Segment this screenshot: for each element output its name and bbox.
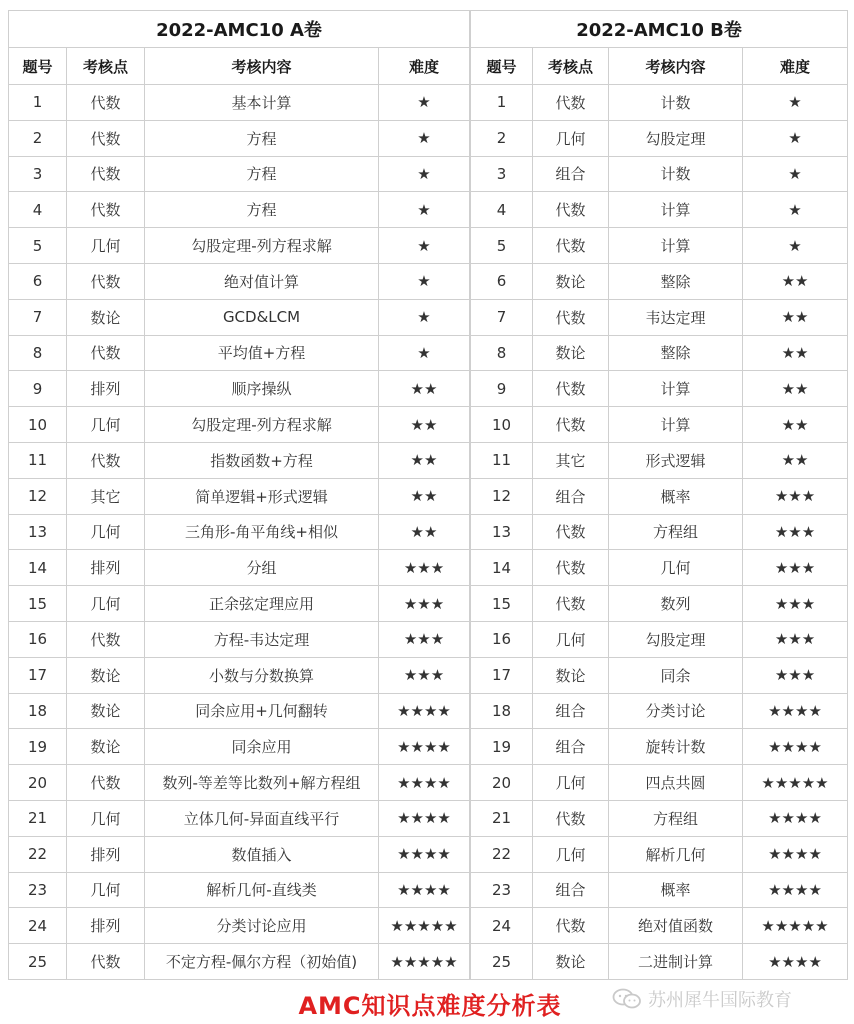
cell-content: 计算 bbox=[609, 228, 743, 264]
cell-number: 2 bbox=[471, 120, 533, 156]
table-row bbox=[9, 263, 470, 299]
cell-difficulty: ★★★★★ bbox=[379, 908, 470, 944]
cell-difficulty: ★ bbox=[743, 228, 848, 264]
cell-number: 1 bbox=[9, 85, 67, 121]
cell-content: 同余应用 bbox=[145, 729, 379, 765]
cell-content: 方程组 bbox=[609, 514, 743, 550]
cell-content: 绝对值函数 bbox=[609, 908, 743, 944]
cell-number: 8 bbox=[9, 335, 67, 371]
cell-number: 22 bbox=[471, 836, 533, 872]
table-row bbox=[471, 156, 848, 192]
cell-topic: 代数 bbox=[533, 586, 609, 622]
cell-content: 计算 bbox=[609, 371, 743, 407]
table-row bbox=[9, 514, 470, 550]
cell-difficulty: ★★ bbox=[379, 371, 470, 407]
table-row bbox=[9, 800, 470, 836]
cell-topic: 代数 bbox=[67, 263, 145, 299]
table-row bbox=[471, 908, 848, 944]
cell-content: 解析几何 bbox=[609, 836, 743, 872]
header-content: 考核内容 bbox=[609, 48, 743, 85]
cell-content: 同余应用+几何翻转 bbox=[145, 693, 379, 729]
cell-difficulty: ★★ bbox=[379, 514, 470, 550]
cell-difficulty: ★★ bbox=[743, 335, 848, 371]
cell-topic: 排列 bbox=[67, 371, 145, 407]
table-b-body bbox=[471, 85, 848, 980]
cell-difficulty: ★ bbox=[379, 263, 470, 299]
table-row bbox=[471, 836, 848, 872]
cell-difficulty: ★★★★★ bbox=[743, 908, 848, 944]
table-row bbox=[9, 192, 470, 228]
cell-topic: 组合 bbox=[533, 693, 609, 729]
cell-topic: 几何 bbox=[67, 228, 145, 264]
cell-topic: 组合 bbox=[533, 478, 609, 514]
cell-content: 指数函数+方程 bbox=[145, 442, 379, 478]
cell-difficulty: ★★★ bbox=[743, 514, 848, 550]
cell-content: 小数与分数换算 bbox=[145, 657, 379, 693]
cell-number: 13 bbox=[471, 514, 533, 550]
cell-topic: 组合 bbox=[533, 156, 609, 192]
table-row bbox=[9, 836, 470, 872]
cell-topic: 代数 bbox=[533, 407, 609, 443]
table-row bbox=[471, 872, 848, 908]
cell-content: 数列 bbox=[609, 586, 743, 622]
cell-content: 方程 bbox=[145, 156, 379, 192]
cell-content: 勾股定理-列方程求解 bbox=[145, 407, 379, 443]
cell-content: 分类讨论 bbox=[609, 693, 743, 729]
cell-content: 数列-等差等比数列+解方程组 bbox=[145, 765, 379, 801]
cell-difficulty: ★ bbox=[379, 120, 470, 156]
cell-content: 方程 bbox=[145, 192, 379, 228]
cell-number: 11 bbox=[9, 442, 67, 478]
header-difficulty: 难度 bbox=[379, 48, 470, 85]
cell-content: 方程-韦达定理 bbox=[145, 621, 379, 657]
cell-content: 分组 bbox=[145, 550, 379, 586]
cell-difficulty: ★★★ bbox=[743, 478, 848, 514]
cell-topic: 几何 bbox=[67, 872, 145, 908]
table-amc10-b bbox=[470, 10, 848, 980]
table-row bbox=[471, 693, 848, 729]
table-row bbox=[471, 263, 848, 299]
cell-content: 方程 bbox=[145, 120, 379, 156]
table-row bbox=[9, 371, 470, 407]
table-row bbox=[9, 693, 470, 729]
cell-difficulty: ★★ bbox=[379, 407, 470, 443]
cell-topic: 几何 bbox=[533, 621, 609, 657]
cell-difficulty: ★ bbox=[379, 228, 470, 264]
table-row bbox=[9, 729, 470, 765]
cell-number: 7 bbox=[9, 299, 67, 335]
cell-difficulty: ★★★★ bbox=[379, 729, 470, 765]
cell-number: 21 bbox=[9, 800, 67, 836]
cell-content: 方程组 bbox=[609, 800, 743, 836]
cell-number: 5 bbox=[471, 228, 533, 264]
cell-topic: 代数 bbox=[533, 908, 609, 944]
table-row bbox=[471, 621, 848, 657]
table-row bbox=[471, 586, 848, 622]
cell-content: 韦达定理 bbox=[609, 299, 743, 335]
cell-topic: 组合 bbox=[533, 872, 609, 908]
table-row bbox=[9, 407, 470, 443]
cell-difficulty: ★★★★ bbox=[379, 800, 470, 836]
cell-content: 概率 bbox=[609, 872, 743, 908]
cell-topic: 代数 bbox=[533, 192, 609, 228]
cell-content: 计算 bbox=[609, 192, 743, 228]
cell-content: 概率 bbox=[609, 478, 743, 514]
cell-topic: 几何 bbox=[533, 836, 609, 872]
cell-topic: 代数 bbox=[67, 156, 145, 192]
cell-difficulty: ★★★★ bbox=[379, 872, 470, 908]
header-number: 题号 bbox=[9, 48, 67, 85]
cell-topic: 代数 bbox=[67, 442, 145, 478]
table-row bbox=[471, 371, 848, 407]
header-difficulty: 难度 bbox=[743, 48, 848, 85]
cell-topic: 代数 bbox=[67, 765, 145, 801]
cell-number: 6 bbox=[9, 263, 67, 299]
table-row bbox=[471, 299, 848, 335]
cell-topic: 代数 bbox=[533, 550, 609, 586]
cell-number: 19 bbox=[471, 729, 533, 765]
cell-content: 计数 bbox=[609, 156, 743, 192]
header-topic: 考核点 bbox=[67, 48, 145, 85]
cell-number: 18 bbox=[471, 693, 533, 729]
table-row bbox=[9, 85, 470, 121]
cell-number: 25 bbox=[9, 944, 67, 980]
cell-difficulty: ★★★ bbox=[743, 586, 848, 622]
cell-difficulty: ★★★★ bbox=[379, 693, 470, 729]
cell-topic: 几何 bbox=[533, 765, 609, 801]
cell-number: 3 bbox=[9, 156, 67, 192]
cell-difficulty: ★★★ bbox=[743, 621, 848, 657]
cell-topic: 数论 bbox=[533, 335, 609, 371]
table-row bbox=[471, 442, 848, 478]
header-content: 考核内容 bbox=[145, 48, 379, 85]
cell-topic: 数论 bbox=[533, 263, 609, 299]
wechat-icon bbox=[612, 988, 642, 1010]
cell-topic: 代数 bbox=[533, 299, 609, 335]
cell-content: 二进制计算 bbox=[609, 944, 743, 980]
table-row bbox=[9, 228, 470, 264]
cell-difficulty: ★★★★★ bbox=[379, 944, 470, 980]
cell-difficulty: ★★★ bbox=[379, 657, 470, 693]
cell-content: 解析几何-直线类 bbox=[145, 872, 379, 908]
table-row bbox=[9, 550, 470, 586]
cell-number: 23 bbox=[9, 872, 67, 908]
cell-number: 22 bbox=[9, 836, 67, 872]
cell-topic: 代数 bbox=[533, 514, 609, 550]
cell-number: 15 bbox=[9, 586, 67, 622]
table-row bbox=[9, 586, 470, 622]
cell-content: 计数 bbox=[609, 85, 743, 121]
analysis-tables bbox=[8, 10, 846, 978]
cell-content: GCD&LCM bbox=[145, 299, 379, 335]
cell-difficulty: ★ bbox=[743, 192, 848, 228]
cell-topic: 代数 bbox=[67, 85, 145, 121]
cell-content: 同余 bbox=[609, 657, 743, 693]
header-topic: 考核点 bbox=[533, 48, 609, 85]
cell-difficulty: ★★ bbox=[743, 442, 848, 478]
cell-difficulty: ★★ bbox=[379, 442, 470, 478]
cell-number: 5 bbox=[9, 228, 67, 264]
watermark-text: 苏州犀牛国际教育 bbox=[648, 990, 792, 1011]
cell-content: 简单逻辑+形式逻辑 bbox=[145, 478, 379, 514]
cell-content: 四点共圆 bbox=[609, 765, 743, 801]
table-row bbox=[471, 944, 848, 980]
cell-difficulty: ★★★ bbox=[379, 550, 470, 586]
cell-topic: 代数 bbox=[533, 371, 609, 407]
cell-number: 17 bbox=[9, 657, 67, 693]
cell-difficulty: ★ bbox=[379, 156, 470, 192]
table-row bbox=[471, 335, 848, 371]
table-row bbox=[471, 657, 848, 693]
cell-difficulty: ★★★★ bbox=[743, 872, 848, 908]
cell-number: 10 bbox=[9, 407, 67, 443]
cell-topic: 数论 bbox=[67, 729, 145, 765]
cell-number: 4 bbox=[471, 192, 533, 228]
cell-number: 4 bbox=[9, 192, 67, 228]
cell-number: 12 bbox=[471, 478, 533, 514]
cell-content: 勾股定理-列方程求解 bbox=[145, 228, 379, 264]
cell-topic: 数论 bbox=[67, 299, 145, 335]
cell-content: 几何 bbox=[609, 550, 743, 586]
cell-number: 19 bbox=[9, 729, 67, 765]
table-row bbox=[9, 657, 470, 693]
cell-topic: 代数 bbox=[67, 335, 145, 371]
cell-content: 整除 bbox=[609, 263, 743, 299]
cell-content: 勾股定理 bbox=[609, 621, 743, 657]
table-row bbox=[471, 800, 848, 836]
cell-difficulty: ★ bbox=[743, 85, 848, 121]
cell-content: 平均值+方程 bbox=[145, 335, 379, 371]
cell-topic: 代数 bbox=[67, 621, 145, 657]
cell-content: 三角形-角平角线+相似 bbox=[145, 514, 379, 550]
cell-number: 11 bbox=[471, 442, 533, 478]
cell-difficulty: ★ bbox=[743, 120, 848, 156]
cell-number: 18 bbox=[9, 693, 67, 729]
cell-number: 23 bbox=[471, 872, 533, 908]
cell-difficulty: ★★ bbox=[743, 299, 848, 335]
header-number: 题号 bbox=[471, 48, 533, 85]
cell-content: 基本计算 bbox=[145, 85, 379, 121]
table-row bbox=[9, 944, 470, 980]
table-row bbox=[9, 299, 470, 335]
cell-number: 9 bbox=[9, 371, 67, 407]
cell-difficulty: ★★ bbox=[379, 478, 470, 514]
cell-difficulty: ★ bbox=[379, 299, 470, 335]
cell-number: 16 bbox=[9, 621, 67, 657]
cell-difficulty: ★★★ bbox=[743, 550, 848, 586]
cell-number: 6 bbox=[471, 263, 533, 299]
cell-topic: 数论 bbox=[67, 693, 145, 729]
cell-content: 数值插入 bbox=[145, 836, 379, 872]
cell-number: 15 bbox=[471, 586, 533, 622]
cell-difficulty: ★★★ bbox=[379, 586, 470, 622]
cell-difficulty: ★★★ bbox=[743, 657, 848, 693]
table-row bbox=[9, 442, 470, 478]
table-row bbox=[471, 192, 848, 228]
cell-difficulty: ★★ bbox=[743, 263, 848, 299]
cell-topic: 几何 bbox=[67, 407, 145, 443]
cell-number: 24 bbox=[9, 908, 67, 944]
cell-difficulty: ★ bbox=[743, 156, 848, 192]
cell-difficulty: ★★★★ bbox=[743, 729, 848, 765]
cell-number: 14 bbox=[471, 550, 533, 586]
cell-number: 2 bbox=[9, 120, 67, 156]
cell-difficulty: ★★★ bbox=[379, 621, 470, 657]
cell-topic: 数论 bbox=[533, 944, 609, 980]
cell-number: 3 bbox=[471, 156, 533, 192]
table-row bbox=[9, 872, 470, 908]
cell-difficulty: ★★★★ bbox=[379, 765, 470, 801]
cell-topic: 组合 bbox=[533, 729, 609, 765]
table-a-body bbox=[9, 85, 470, 980]
table-row bbox=[471, 228, 848, 264]
cell-difficulty: ★★★★ bbox=[379, 836, 470, 872]
table-a-title: 2022-AMC10 A卷 bbox=[9, 11, 470, 48]
cell-topic: 数论 bbox=[67, 657, 145, 693]
cell-content: 正余弦定理应用 bbox=[145, 586, 379, 622]
cell-topic: 排列 bbox=[67, 908, 145, 944]
table-row bbox=[9, 156, 470, 192]
cell-number: 17 bbox=[471, 657, 533, 693]
cell-topic: 排列 bbox=[67, 550, 145, 586]
table-row bbox=[9, 335, 470, 371]
cell-content: 形式逻辑 bbox=[609, 442, 743, 478]
cell-topic: 代数 bbox=[67, 192, 145, 228]
cell-content: 顺序操纵 bbox=[145, 371, 379, 407]
cell-topic: 几何 bbox=[67, 514, 145, 550]
cell-difficulty: ★★★★ bbox=[743, 944, 848, 980]
cell-topic: 代数 bbox=[533, 228, 609, 264]
cell-number: 7 bbox=[471, 299, 533, 335]
cell-content: 绝对值计算 bbox=[145, 263, 379, 299]
cell-number: 21 bbox=[471, 800, 533, 836]
cell-difficulty: ★★★★★ bbox=[743, 765, 848, 801]
cell-topic: 排列 bbox=[67, 836, 145, 872]
table-row bbox=[9, 908, 470, 944]
cell-topic: 几何 bbox=[67, 800, 145, 836]
table-row bbox=[471, 729, 848, 765]
table-row bbox=[471, 407, 848, 443]
cell-number: 16 bbox=[471, 621, 533, 657]
cell-difficulty: ★★★★ bbox=[743, 693, 848, 729]
table-row bbox=[471, 478, 848, 514]
cell-content: 计算 bbox=[609, 407, 743, 443]
cell-content: 分类讨论应用 bbox=[145, 908, 379, 944]
cell-topic: 几何 bbox=[67, 586, 145, 622]
cell-topic: 其它 bbox=[67, 478, 145, 514]
cell-number: 8 bbox=[471, 335, 533, 371]
cell-number: 25 bbox=[471, 944, 533, 980]
cell-number: 13 bbox=[9, 514, 67, 550]
cell-topic: 其它 bbox=[533, 442, 609, 478]
cell-topic: 代数 bbox=[533, 85, 609, 121]
cell-difficulty: ★★ bbox=[743, 407, 848, 443]
cell-content: 不定方程-佩尔方程（初始值) bbox=[145, 944, 379, 980]
cell-difficulty: ★ bbox=[379, 192, 470, 228]
cell-difficulty: ★★ bbox=[743, 371, 848, 407]
cell-content: 勾股定理 bbox=[609, 120, 743, 156]
table-amc10-a bbox=[8, 10, 470, 980]
cell-topic: 代数 bbox=[533, 800, 609, 836]
watermark bbox=[612, 986, 792, 1012]
cell-difficulty: ★ bbox=[379, 335, 470, 371]
table-row bbox=[471, 85, 848, 121]
footer-title: AMC知识点难度分析表 bbox=[298, 992, 562, 1020]
cell-topic: 代数 bbox=[67, 120, 145, 156]
table-row bbox=[9, 765, 470, 801]
cell-number: 20 bbox=[471, 765, 533, 801]
cell-number: 12 bbox=[9, 478, 67, 514]
cell-number: 10 bbox=[471, 407, 533, 443]
table-a-container bbox=[8, 10, 470, 978]
cell-content: 整除 bbox=[609, 335, 743, 371]
cell-content: 立体几何-异面直线平行 bbox=[145, 800, 379, 836]
cell-topic: 几何 bbox=[533, 120, 609, 156]
cell-difficulty: ★★★★ bbox=[743, 836, 848, 872]
table-row bbox=[471, 550, 848, 586]
table-row bbox=[471, 514, 848, 550]
table-row bbox=[9, 621, 470, 657]
table-row bbox=[471, 765, 848, 801]
table-b-container bbox=[470, 10, 848, 978]
table-row bbox=[9, 120, 470, 156]
cell-topic: 数论 bbox=[533, 657, 609, 693]
cell-number: 9 bbox=[471, 371, 533, 407]
cell-number: 1 bbox=[471, 85, 533, 121]
cell-difficulty: ★ bbox=[379, 85, 470, 121]
cell-number: 14 bbox=[9, 550, 67, 586]
footer bbox=[0, 980, 854, 1024]
table-row bbox=[9, 478, 470, 514]
table-row bbox=[471, 120, 848, 156]
cell-number: 24 bbox=[471, 908, 533, 944]
cell-topic: 代数 bbox=[67, 944, 145, 980]
cell-content: 旋转计数 bbox=[609, 729, 743, 765]
cell-difficulty: ★★★★ bbox=[743, 800, 848, 836]
table-b-title: 2022-AMC10 B卷 bbox=[471, 11, 848, 48]
cell-number: 20 bbox=[9, 765, 67, 801]
